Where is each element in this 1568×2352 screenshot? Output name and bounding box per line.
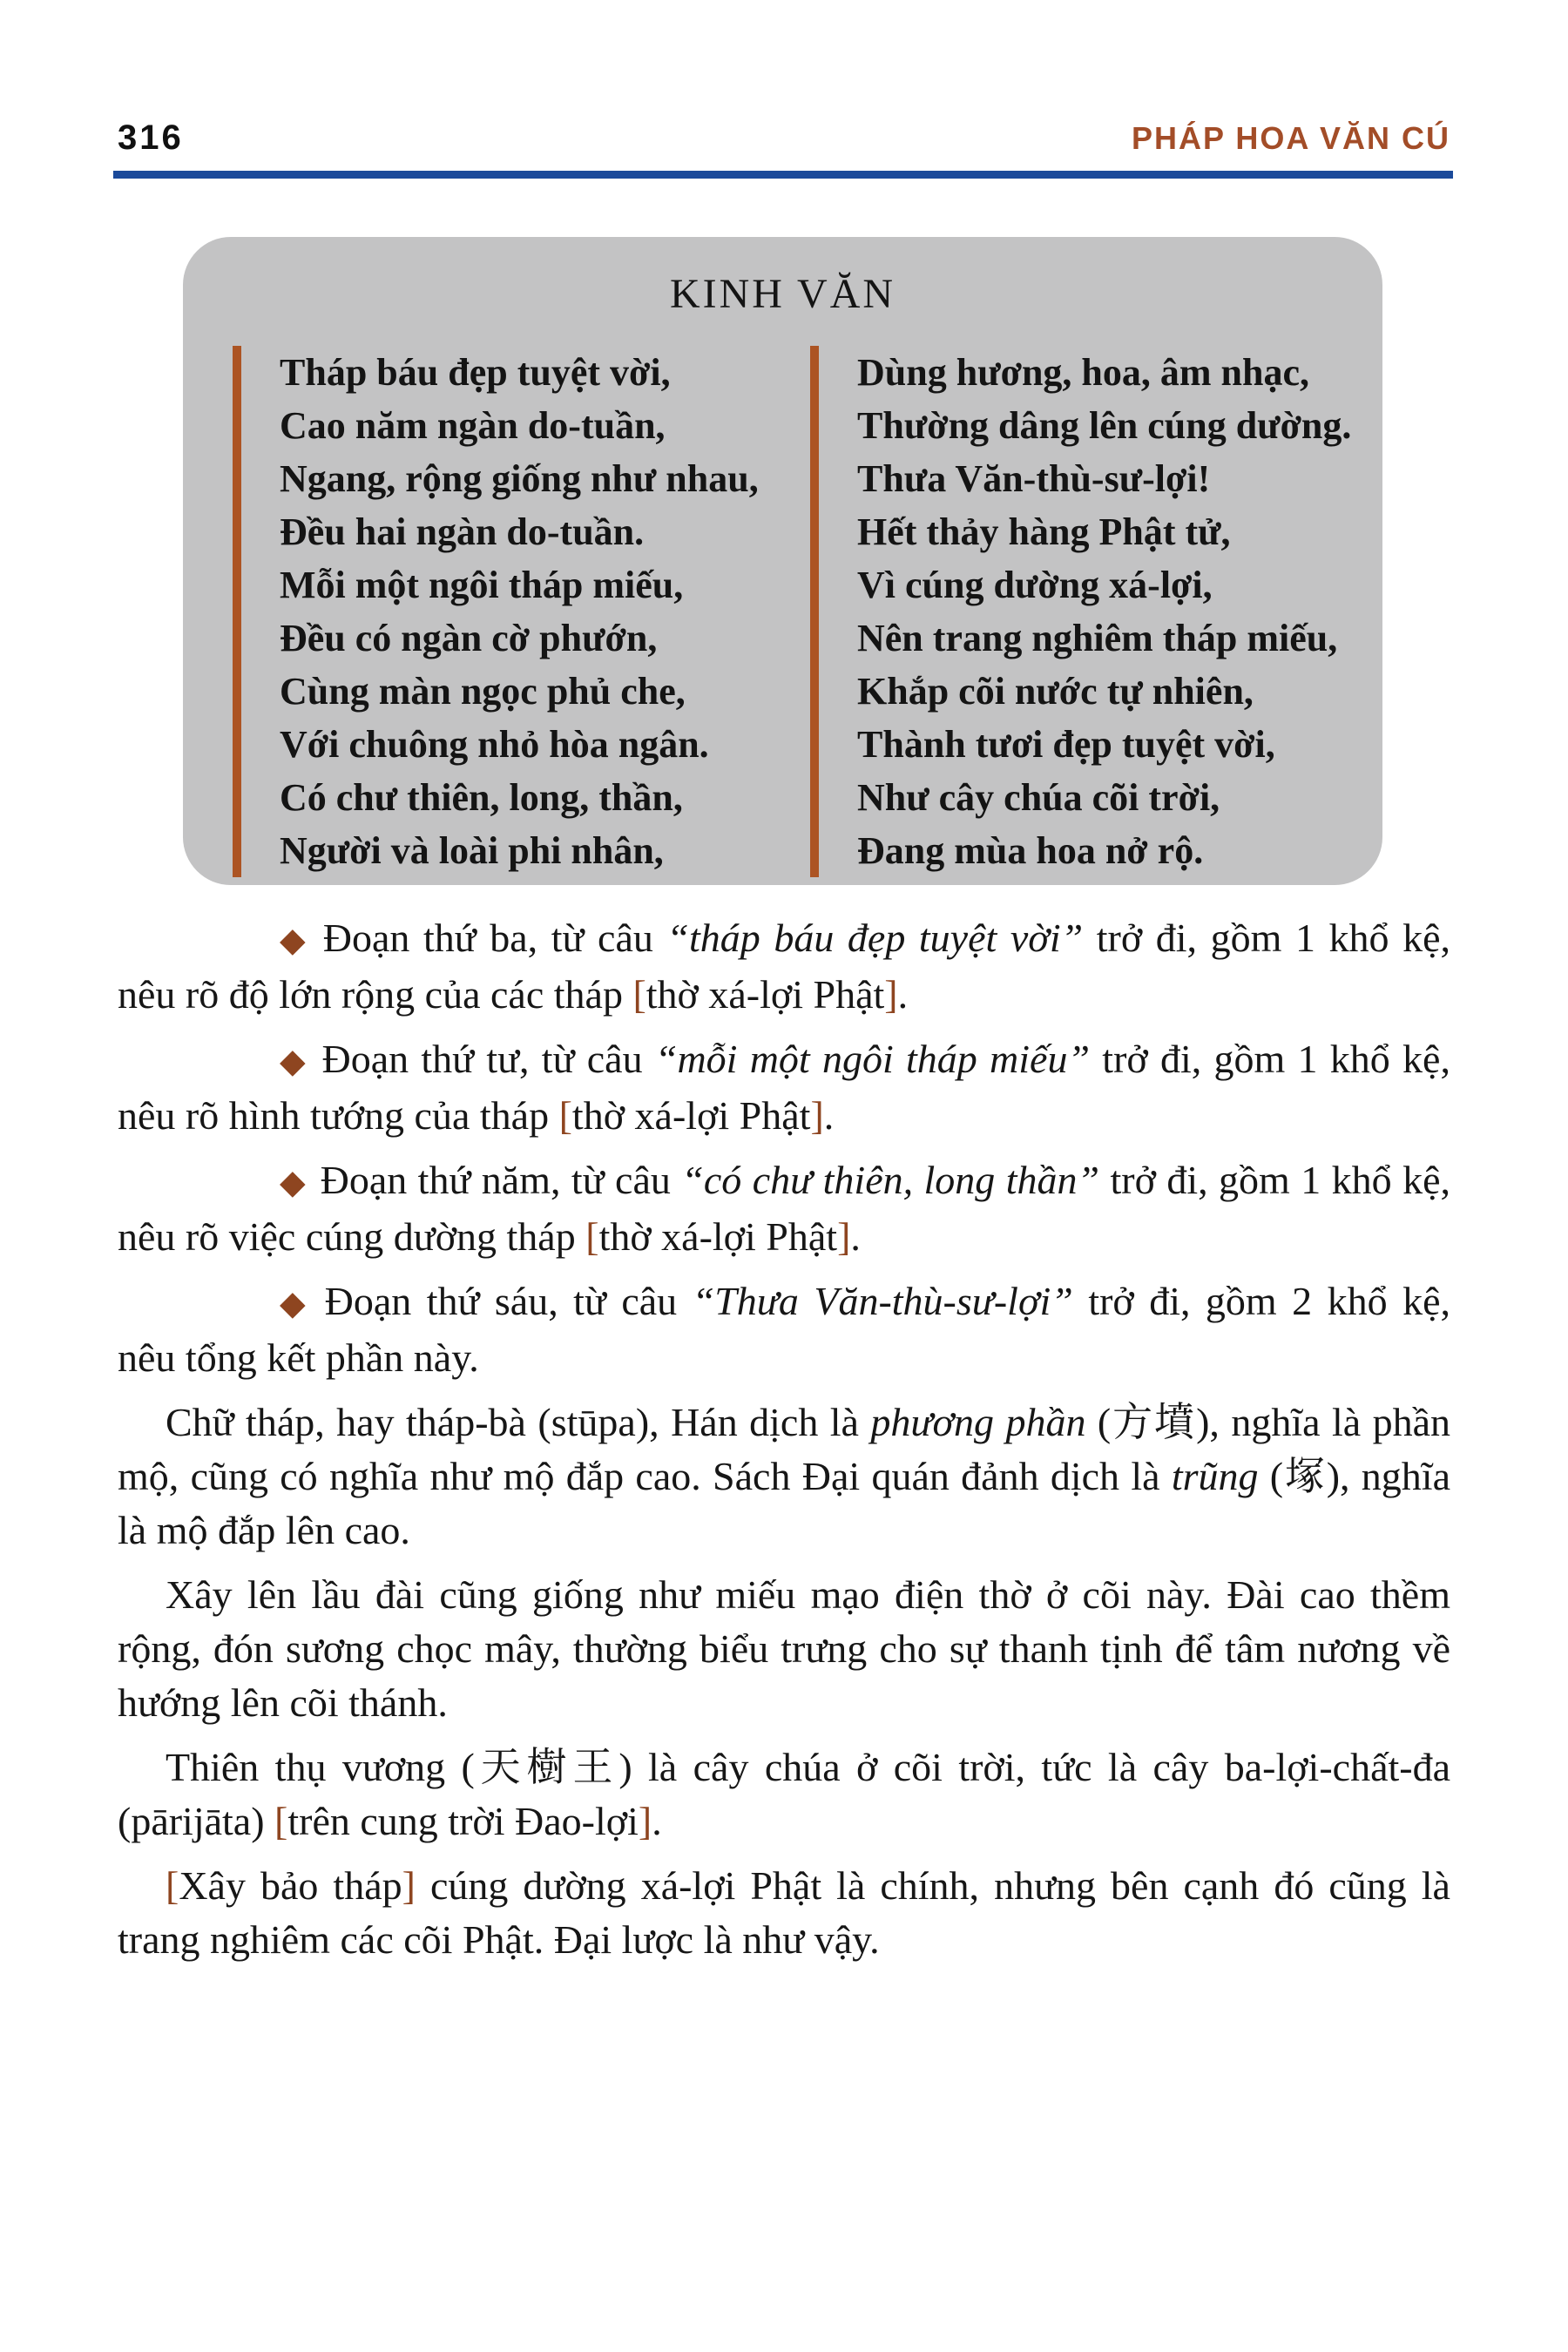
text-segment: ) là cây chúa ở cõi trời, tức là cây ba-lợi-chất-đa (pārijāta): [118, 1745, 1451, 1843]
text-segment: 方墳: [1111, 1400, 1197, 1444]
text-segment: Thiên thụ vương (: [166, 1745, 475, 1789]
text-segment: .: [897, 972, 909, 1017]
sutra-box: [183, 237, 1382, 885]
verse-line: Vì cúng dường xá-lợi,: [857, 564, 1213, 606]
bullet-paragraph: [118, 911, 1450, 1022]
bullet-paragraph: [118, 1274, 1450, 1385]
text-segment: Xây bảo tháp: [179, 1863, 402, 1908]
paragraph: [118, 1396, 1450, 1558]
text-segment: cúng dường xá-lợi Phật là chính, nhưng bên cạnh đó cũng là trang nghiêm các cõi Phật. Đại lược là như vậy.: [118, 1863, 1450, 1962]
verse-line: Có chư thiên, long, thần,: [280, 776, 683, 819]
commentary-body: [118, 911, 1450, 1977]
paragraph: [118, 1568, 1450, 1730]
running-title: PHÁP HOA VĂN CÚ: [1131, 120, 1450, 156]
verse-line: Mỗi một ngôi tháp miếu,: [280, 564, 684, 606]
verse-line: Với chuông nhỏ hòa ngân.: [280, 723, 709, 766]
verse-line: Cùng màn ngọc phủ che,: [280, 670, 686, 713]
verse-column-right: [810, 346, 1351, 877]
text-segment: ), nghĩa là phần mộ, cũng có nghĩa như mộ đắp cao. Sách Đại quán đảnh dịch là: [118, 1400, 1450, 1498]
verse-line: Đều hai ngàn do-tuần.: [280, 510, 645, 553]
verse-line: Dùng hương, hoa, âm nhạc,: [857, 351, 1310, 394]
paragraph: [118, 1859, 1450, 1967]
text-segment: (: [1258, 1454, 1284, 1498]
verse-line: Thưa Văn-thù-sư-lợi!: [857, 457, 1211, 500]
text-segment: “có chư thiên, long thần”: [681, 1158, 1100, 1202]
text-segment: [: [166, 1863, 179, 1908]
text-segment: thờ xá-lợi Phật: [645, 972, 885, 1017]
paragraph: [118, 1740, 1450, 1848]
text-segment: .: [652, 1799, 662, 1843]
verse-line: Thành tươi đẹp tuyệt vời,: [857, 723, 1275, 766]
text-segment: 塚: [1283, 1454, 1327, 1498]
verse-columns: [183, 346, 1382, 877]
sutra-box-title: KINH VĂN: [669, 271, 896, 317]
text-segment: trở đi, gồm 1 khổ kệ, nêu rõ độ lớn rộng của các tháp: [118, 916, 1450, 1017]
text-segment: [: [632, 972, 646, 1017]
text-segment: (: [1085, 1400, 1112, 1444]
diamond-bullet-icon: ◆: [280, 1163, 307, 1202]
page-header: [118, 118, 1450, 158]
text-segment: “Thưa Văn-thù-sư-lợi”: [692, 1279, 1073, 1323]
text-segment: trở đi, gồm 1 khổ kệ, nêu rõ hình tướng của tháp: [118, 1037, 1450, 1138]
text-segment: ]: [638, 1799, 652, 1843]
text-segment: .: [823, 1093, 835, 1138]
text-segment: Chữ tháp, hay tháp-bà (stūpa), Hán dịch là: [166, 1400, 871, 1444]
verse-line: Ngang, rộng giống như nhau,: [280, 457, 759, 500]
header-rule: [113, 171, 1453, 179]
verse-line: Đều có ngàn cờ phướn,: [280, 617, 658, 659]
diamond-bullet-icon: ◆: [280, 921, 309, 960]
text-segment: Đoạn thứ sáu, từ câu: [324, 1279, 693, 1323]
text-segment: [: [274, 1799, 288, 1843]
text-segment: “mỗi một ngôi tháp miếu”: [654, 1037, 1091, 1081]
verse-line: Khắp cõi nước tự nhiên,: [857, 670, 1254, 713]
text-segment: ]: [837, 1214, 851, 1259]
diamond-bullet-icon: ◆: [280, 1284, 311, 1323]
verse-line: Đang mùa hoa nở rộ.: [857, 829, 1204, 872]
text-segment: ]: [884, 972, 898, 1017]
text-segment: [: [558, 1093, 572, 1138]
text-segment: trên cung trời Đao-lợi: [287, 1799, 639, 1843]
text-segment: .: [850, 1214, 861, 1259]
text-segment: trũng: [1171, 1454, 1259, 1498]
verse-column-left: [233, 346, 759, 877]
text-segment: trở đi, gồm 2 khổ kệ, nêu tổng kết phần này.: [118, 1279, 1450, 1380]
text-segment: Xây lên lầu đài cũng giống như miếu mạo điện thờ ở cõi này. Đài cao thềm rộng, đón sương chọc mây, thường biểu trưng cho sự thanh tịnh để tâm nương về hướng lên cõi thánh.: [118, 1572, 1450, 1725]
bullet-paragraph: [118, 1153, 1450, 1264]
text-segment: Đoạn thứ ba, từ câu: [322, 916, 667, 960]
text-segment: [: [585, 1214, 599, 1259]
verse-line: Người và loài phi nhân,: [280, 829, 664, 872]
text-segment: ]: [810, 1093, 824, 1138]
text-segment: Đoạn thứ tư, từ câu: [321, 1037, 655, 1081]
text-segment: ), nghĩa là mộ đắp lên cao.: [118, 1454, 1451, 1552]
page-number: 316: [118, 118, 184, 157]
text-segment: thờ xá-lợi Phật: [571, 1093, 811, 1138]
verse-line: Tháp báu đẹp tuyệt vời,: [280, 351, 671, 394]
text-segment: thờ xá-lợi Phật: [598, 1214, 838, 1259]
text-segment: phương phần: [870, 1400, 1086, 1444]
text-segment: ]: [402, 1863, 416, 1908]
diamond-bullet-icon: ◆: [280, 1042, 308, 1081]
verse-line: Nên trang nghiêm tháp miếu,: [857, 617, 1338, 659]
bullet-paragraph: [118, 1032, 1450, 1143]
text-segment: trở đi, gồm 1 khổ kệ, nêu rõ việc cúng dường tháp: [118, 1158, 1450, 1259]
verse-line: Thường dâng lên cúng dường.: [857, 404, 1352, 447]
verse-line: Như cây chúa cõi trời,: [857, 776, 1220, 819]
text-segment: 天樹王: [474, 1745, 619, 1789]
text-segment: Đoạn thứ năm, từ câu: [320, 1158, 682, 1202]
verse-line: Hết thảy hàng Phật tử,: [857, 510, 1231, 553]
verse-line: Cao năm ngàn do-tuần,: [280, 404, 666, 447]
text-segment: “tháp báu đẹp tuyệt vời”: [666, 916, 1084, 960]
